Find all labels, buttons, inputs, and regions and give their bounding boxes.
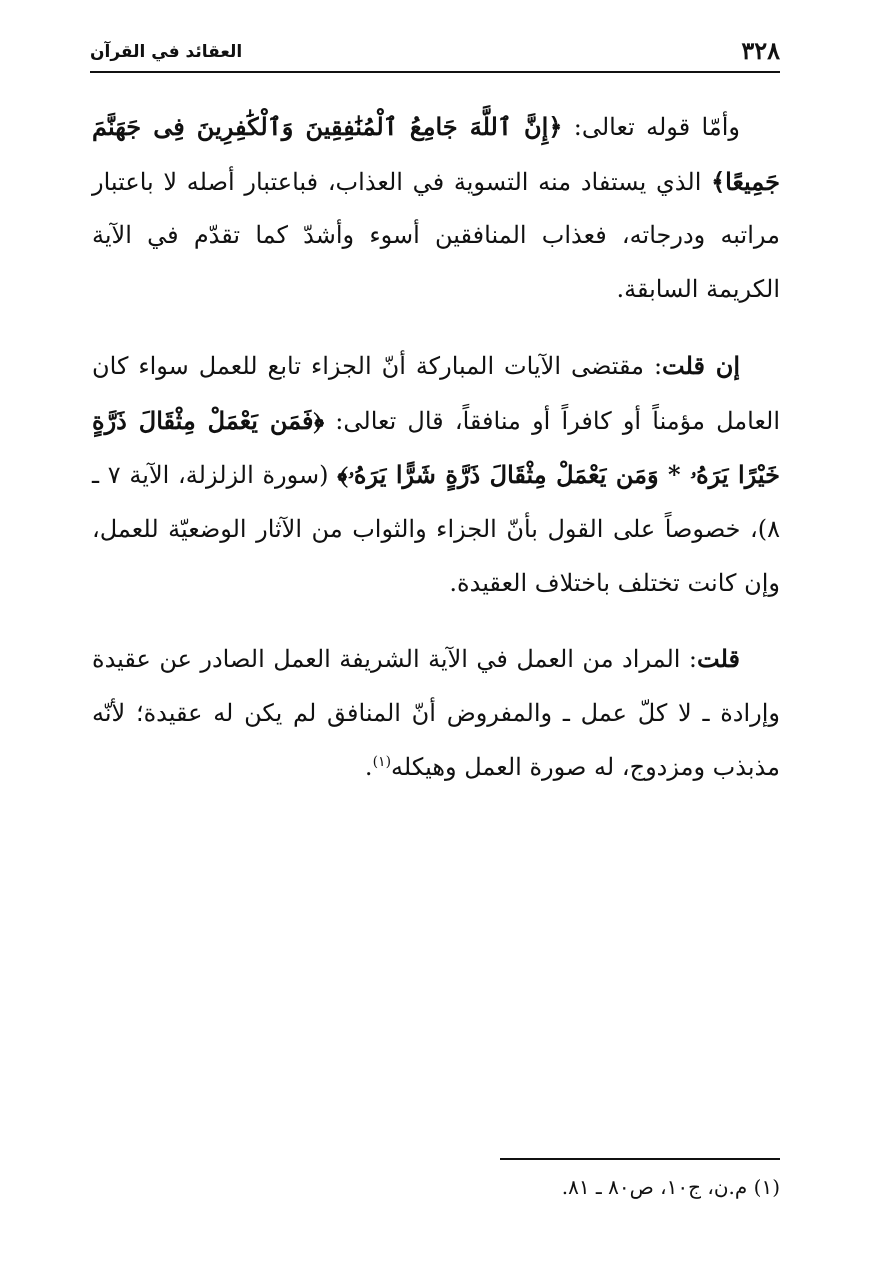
footnote-marker[interactable]: (١): [372, 753, 392, 770]
footnote: (١) م.ن، ج١٠، ص٨٠ ـ ٨١.: [561, 1175, 780, 1199]
page-header: [90, 36, 780, 70]
paragraph-text: .: [364, 752, 373, 781]
paragraph-text: وأمّا قوله تعالى:: [562, 113, 740, 141]
header-divider: [90, 71, 780, 73]
footnote-divider: [500, 1158, 780, 1160]
paragraph-lead: إن قلت: [662, 350, 740, 380]
paragraph-lead: قلت: [697, 644, 740, 674]
page-number: ٣٢٨: [741, 36, 780, 65]
paragraph: [92, 100, 780, 317]
running-title: العقائد في القرآن: [90, 42, 243, 62]
quran-verse: ﴿فَمَن يَعْمَلْ مِثْقَالَ ذَرَّةٍ خَيْرًا يَرَهُۥ * وَمَن يَعْمَلْ مِثْقَالَ ذَرَّةٍ شَرًّا يَرَهُۥ﴾: [92, 405, 781, 490]
body-text: [92, 100, 780, 794]
paragraph-text: : المراد من العمل في الآية الشريفة العمل الصادر عن عقيدة وإرادة ـ لا كلّ عمل ـ والمفروض أنّ المنافق لم يكن له عقيدة؛ لأنّه مذبذب ومزدوج، له صورة العمل وهيكله: [92, 645, 780, 781]
paragraph-text: (سورة الزلزلة، الآية ٧ ـ ٨)، خصوصاً على القول بأنّ الجزاء والثواب من الآثار الوضعيّة للعمل، وإن كانت تختلف باختلاف العقيدة.: [92, 461, 780, 597]
paragraph-text: : مقتضى الآيات المباركة أنّ الجزاء تابع للعمل سواء كان العامل مؤمناً أو كافراً أو منافقاً، قال تعالى:: [92, 351, 780, 435]
paragraph-text: الذي يستفاد منه التسوية في العذاب، فباعتبار أصله لا باعتبار مراتبه ودرجاته، فعذاب المنافقين أسوء وأشدّ كما تقدّم في الآية الكريمة السابقة.: [92, 167, 780, 304]
paragraph: [92, 632, 780, 794]
quran-verse: ﴿إِنَّ ٱللَّهَ جَامِعُ ٱلْمُنَٰفِقِينَ وَٱلْكَٰفِرِينَ فِى جَهَنَّمَ جَمِيعًا﴾: [92, 112, 780, 196]
paragraph: [92, 339, 780, 611]
